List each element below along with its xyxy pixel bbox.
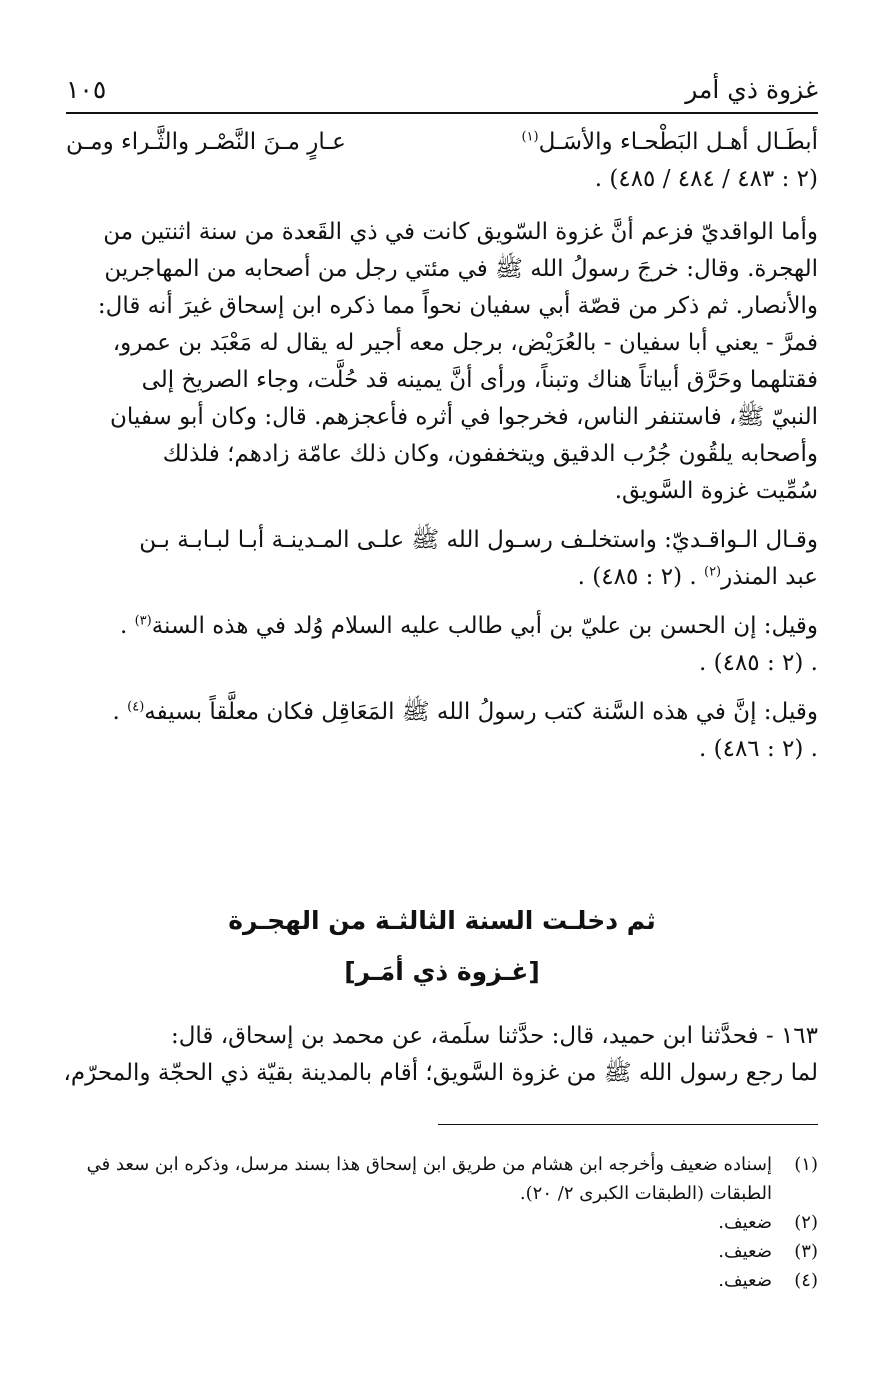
source-reference: . (٢ : ٤٨٥) . [698, 650, 818, 676]
paragraph-waqidi [66, 214, 818, 510]
footnote-item [66, 1237, 818, 1266]
paragraph-line: سُمِّيت غزوة السَّويق. [614, 478, 818, 504]
section-subheading: [غـزوة ذي أمَـر] [344, 957, 540, 986]
footnote-number: (٤) [794, 1270, 818, 1291]
footnote-number: (٣) [794, 1241, 818, 1262]
running-title: غزوة ذي أمر [685, 74, 818, 104]
narration-line: ١٦٣ - فحدَّثنا ابن حميد، قال: حدَّثنا سلَمة، عن محمد بن إسحاق، قال: [170, 1023, 818, 1049]
paragraph-line: الهجرة. وقال: خرجَ رسولُ الله ﷺ في مئتي رجل من أصحابه من المهاجرين [104, 256, 818, 282]
header-divider [66, 112, 818, 114]
paragraph-line: وقـال الـواقـديّ: واستخلـف رسـول الله ﷺ علـى المـدينـة أبـا لبـابـة بـن [139, 527, 818, 553]
footnotes [66, 1150, 818, 1295]
footnote-marker-4: (٤) [127, 699, 145, 715]
section-heading: ثم دخلـت السنة الثالثـة من الهجـرة [228, 906, 656, 935]
narration-line: لما رجع رسول الله ﷺ من غزوة السَّويق؛ أقام بالمدينة بقيّة ذي الحجّة والمحرّم، [63, 1060, 818, 1086]
verse-hemistich-right [521, 124, 818, 161]
paragraph-line: فقتلهما وحَرَّق أبياتاً هناك وتبناً، ورأى أنَّ يمينه قد حُلَّت، وجاء الصريخ إلى [141, 367, 818, 393]
page-number: ١٠٥ [66, 74, 107, 104]
paragraph-line: والأنصار. ثم ذكر من قصّة أبي سفيان نحواً مما ذكره ابن إسحاق غيرَ أنه قال: [97, 293, 818, 319]
source-reference: . (٢ : ٤٨٥) . [577, 564, 697, 590]
period: . [112, 699, 120, 725]
paragraph-maaqil [66, 694, 818, 768]
footnote-number: (٢) [794, 1212, 818, 1233]
statement-text: وقيل: إنَّ في هذه السَّنة كتب رسولُ الله ﷺ المَعَاقِل فكان معلَّقاً بسيفه [144, 699, 818, 725]
footnote-marker-2: (٢) [703, 564, 722, 580]
poem-verse [66, 124, 818, 161]
footnote-item [66, 1150, 818, 1208]
main-text [66, 124, 818, 768]
paragraph-line: وأصحابه يلقُون جُرُب الدقيق ويتخففون، وكان ذلك عامّة زادهم؛ فلذلك [162, 441, 818, 467]
footnote-text: ضعيف. [718, 1212, 772, 1233]
hemistich-right-text: أبطَـال أهـل البَطْحـاء والأسَـل [538, 129, 818, 155]
footnote-marker-3: (٣) [134, 613, 152, 629]
paragraph-abu-lubaba [66, 522, 818, 596]
footnote-text: ضعيف. [718, 1270, 772, 1291]
page-header [66, 72, 818, 106]
statement-text: وقيل: إن الحسن بن عليّ بن أبي طالب عليه السلام وُلد في هذه السنة [151, 613, 818, 639]
footnote-item [66, 1208, 818, 1237]
paragraph-line [66, 608, 818, 645]
paragraph-line: فمرَّ - يعني أبا سفيان - بالعُرَيْض، برجل معه أجير له يقال له مَعْبَد بن عمرو، [112, 330, 818, 356]
footnote-marker-1: (١) [521, 129, 539, 145]
name-text: عبد المنذر [721, 564, 818, 590]
narration-text [63, 1018, 818, 1092]
verse-reference: (٢ : ٤٨٣ / ٤٨٤ / ٤٨٥) . [594, 166, 818, 192]
source-reference: . (٢ : ٤٨٦) . [698, 736, 818, 762]
footnote-item [66, 1266, 818, 1295]
footnote-divider [438, 1124, 818, 1125]
paragraph-line: النبيّ ﷺ، فاستنفر الناس، فخرجوا في أثره فأعجزهم. قال: وكان أبو سفيان [110, 404, 818, 430]
paragraph-line [66, 694, 818, 731]
paragraph-line: وأما الواقديّ فزعم أنَّ غزوة السّويق كانت في ذي القَعدة من سنة اثنتين من [103, 219, 818, 245]
period: . [119, 613, 128, 639]
footnote-text: إسناده ضعيف وأخرجه ابن هشام من طريق ابن إسحاق هذا بسند مرسل، وذكره ابن سعد في الطبقات (الطبقات الكبرى ٢/ ٢٠). [86, 1154, 772, 1204]
footnote-text: ضعيف. [718, 1241, 772, 1262]
paragraph-hasan-birth [66, 608, 818, 682]
paragraph-line [66, 559, 818, 596]
verse-hemistich-left: عـارٍ مـنَ النَّصْـر والثَّـراء ومـن [66, 129, 346, 155]
footnote-number: (١) [794, 1154, 818, 1175]
